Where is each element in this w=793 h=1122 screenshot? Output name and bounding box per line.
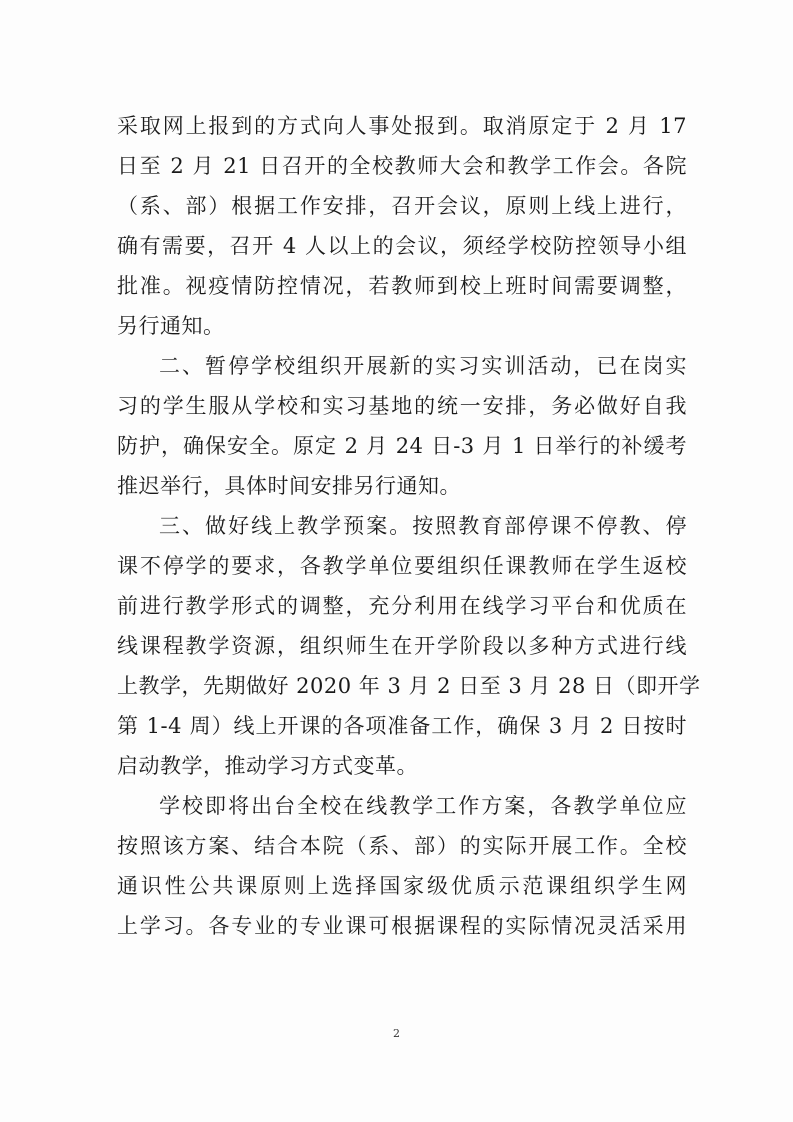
- text-line: 第 1-4 周）线上开课的各项准备工作，确保 3 月 2 日按时: [117, 714, 687, 738]
- text-line: 课不停学的要求，各教学单位要组织任课教师在学生返校: [117, 554, 687, 578]
- text-line: 防护，确保安全。原定 2 月 24 日-3 月 1 日举行的补缓考: [117, 434, 687, 458]
- text-line: 日至 2 月 21 日召开的全校教师大会和教学工作会。各院: [117, 154, 687, 178]
- text-line: 学校即将出台全校在线教学工作方案，各教学单位应: [159, 794, 687, 818]
- text-line: 前进行教学形式的调整，充分利用在线学习平台和优质在: [117, 594, 687, 618]
- text-line: 批准。视疫情防控情况，若教师到校上班时间需要调整，: [117, 274, 687, 298]
- text-line: 三、做好线上教学预案。按照教育部停课不停教、停: [159, 514, 687, 538]
- paragraph-2: [117, 346, 687, 506]
- text-line: 确有需要，召开 4 人以上的会议，须经学校防控领导小组: [117, 234, 687, 258]
- text-line: 推迟举行，具体时间安排另行通知。: [117, 474, 461, 498]
- text-line: 另行通知。: [117, 314, 225, 338]
- paragraph-3: [117, 506, 701, 786]
- paragraph-4: [117, 786, 687, 946]
- paragraph-1: [117, 106, 687, 346]
- text-line: 上教学，先期做好 2020 年 3 月 2 日至 3 月 28 日（即开学: [117, 674, 701, 698]
- text-line: 线课程教学资源，组织师生在开学阶段以多种方式进行线: [117, 634, 687, 658]
- document-body: [117, 106, 701, 946]
- text-line: （系、部）根据工作安排，召开会议，原则上线上进行，: [117, 194, 687, 218]
- text-line: 习的学生服从学校和实习基地的统一安排，务必做好自我: [117, 394, 687, 418]
- text-line: 上学习。各专业的专业课可根据课程的实际情况灵活采用: [117, 914, 687, 938]
- text-line: 通识性公共课原则上选择国家级优质示范课组织学生网: [117, 874, 687, 898]
- text-line: 启动教学，推动学习方式变革。: [117, 754, 418, 778]
- text-line: 按照该方案、结合本院（系、部）的实际开展工作。全校: [117, 834, 687, 858]
- page-number: 2: [393, 1027, 400, 1040]
- text-line: 二、暂停学校组织开展新的实习实训活动，已在岗实: [159, 354, 687, 378]
- text-line: 采取网上报到的方式向人事处报到。取消原定于 2 月 17: [117, 114, 687, 138]
